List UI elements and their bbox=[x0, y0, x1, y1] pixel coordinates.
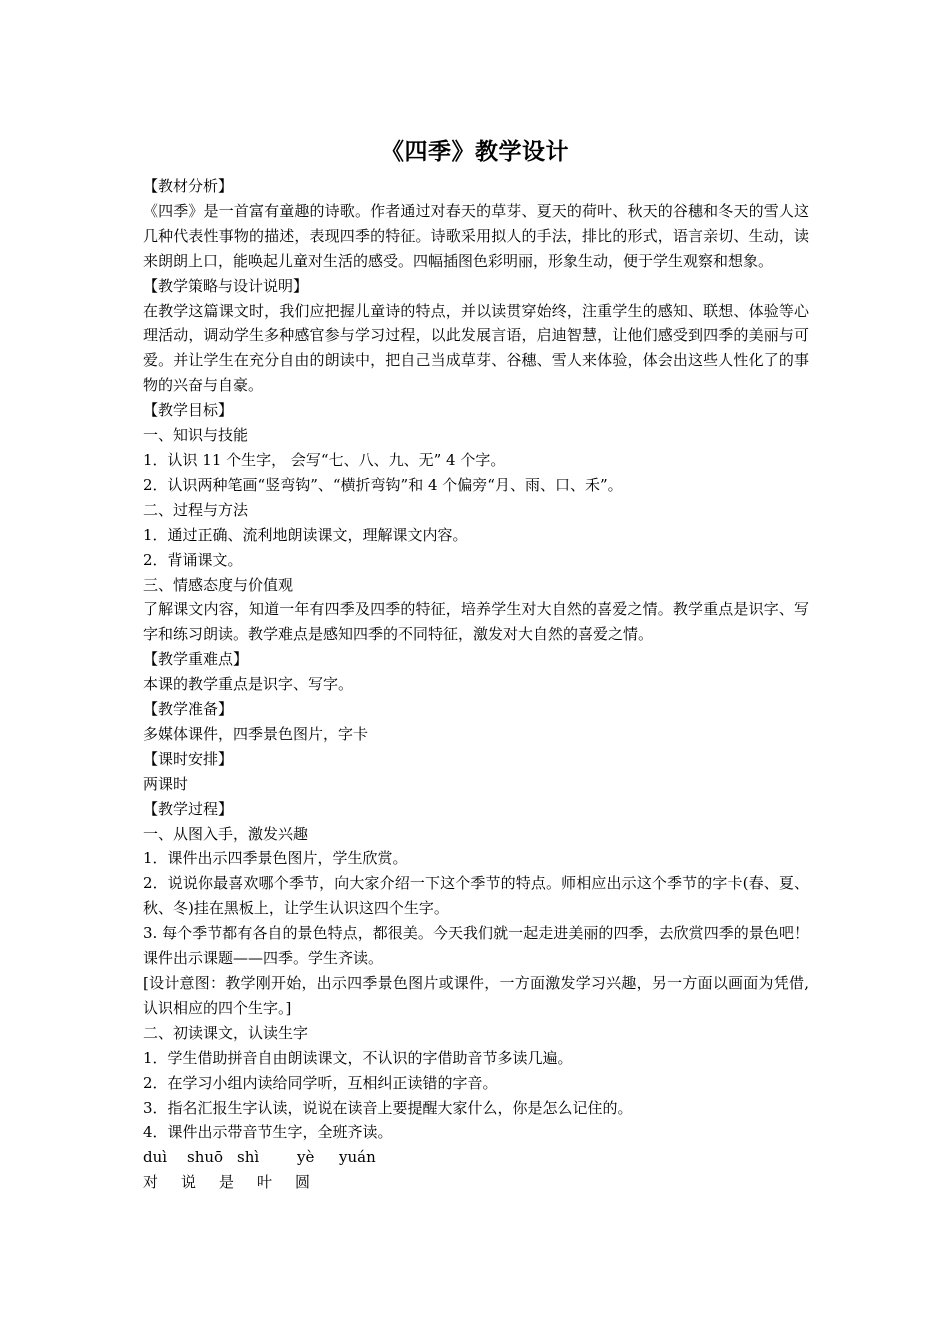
list-item: 4．课件出示带音节生字，全班齐读。 bbox=[143, 1123, 393, 1142]
list-item: 1．课件出示四季景色图片，学生欣赏。 bbox=[143, 849, 408, 868]
pinyin-ye: yè bbox=[297, 1148, 315, 1167]
list-item: 3．指名汇报生字认读，说说在读音上要提醒大家什么，你是怎么记住的。 bbox=[143, 1098, 633, 1117]
pinyin-shi: shì bbox=[237, 1148, 260, 1167]
character-ye: 叶 bbox=[257, 1173, 273, 1192]
list-item: 2．背诵课文。 bbox=[143, 550, 243, 569]
subheading-knowledge-skills: 一、知识与技能 bbox=[143, 426, 249, 445]
pinyin-shuo: shuō bbox=[187, 1148, 224, 1167]
character-shuo: 说 bbox=[181, 1173, 197, 1192]
section-heading-key-points: 【教学重难点】 bbox=[143, 650, 249, 669]
list-item: 2．在学习小组内读给同学听，互相纠正读错的字音。 bbox=[143, 1073, 498, 1092]
paragraph-key-points: 本课的教学重点是识字、写字。 bbox=[143, 675, 354, 694]
character-shi: 是 bbox=[219, 1173, 235, 1192]
design-intent-note: [设计意图：教学刚开始，出示四季景色图片或课件，一方面激发学习兴趣，另一方面以画面为凭借,认识相应的四个生字。] bbox=[143, 974, 809, 1017]
pinyin-dui: duì bbox=[143, 1148, 168, 1167]
pinyin-row bbox=[143, 1145, 809, 1170]
paragraph-preparation: 多媒体课件，四季景色图片，字卡 bbox=[143, 724, 369, 743]
section-heading-preparation: 【教学准备】 bbox=[143, 700, 234, 719]
paragraph-schedule: 两课时 bbox=[143, 774, 189, 793]
list-item: 2．说说你最喜欢哪个季节，向大家介绍一下这个季节的特点。师相应出示这个季节的字卡(春、夏、秋、冬)挂在黑板上，让学生认识这四个生字。 bbox=[143, 874, 809, 918]
section-heading-strategy: 【教学策略与设计说明】 bbox=[143, 276, 309, 295]
subheading-step-two: 二、初读课文，认读生字 bbox=[143, 1023, 309, 1042]
section-heading-objectives: 【教学目标】 bbox=[143, 401, 234, 420]
list-item: 2．认识两种笔画“竖弯钩”、“横折弯钩”和 4 个偏旁“月、雨、口、禾”。 bbox=[143, 475, 623, 494]
section-heading-material-analysis: 【教材分析】 bbox=[143, 177, 234, 195]
paragraph-material-analysis: 《四季》是一首富有童趣的诗歌。作者通过对春天的草芽、夏天的荷叶、秋天的谷穗和冬天的雪人这几种代表性事物的描述，表现四季的特征。诗歌采用拟人的手法，排比的形式，语言亲切、生动，读来朗朗上口，能唤起儿童对生活的感受。四幅插图色彩明丽，形象生动，便于学生观察和想象。 bbox=[143, 201, 809, 270]
list-item: 1．通过正确、流利地朗读课文，理解课文内容。 bbox=[143, 525, 468, 544]
list-item: 1．认识 11 个生字， 会写“七、八、九、无” 4 个字。 bbox=[143, 450, 506, 469]
paragraph-strategy: 在教学这篇课文时，我们应把握儿童诗的特点，并以读贯穿始终，注重学生的感知、联想、体验等心理活动，调动学生多种感官参与学习过程，以此发展言语，启迪智慧，让他们感受到四季的美丽与可爱。并让学生在充分自由的朗读中，把自己当成草芽、谷穗、雪人来体验，体会出这些人性化了的事物的兴奋与自豪。 bbox=[143, 301, 809, 395]
subheading-process-methods: 二、过程与方法 bbox=[143, 500, 249, 519]
document-body bbox=[143, 174, 809, 1195]
section-heading-schedule: 【课时安排】 bbox=[143, 749, 234, 768]
character-yuan: 圆 bbox=[295, 1173, 311, 1192]
list-item: 3. 每个季节都有各自的景色特点，都很美。今天我们就一起走进美丽的四季，去欣赏四季的景色吧！课件出示课题——四季。学生齐读。 bbox=[143, 924, 809, 968]
document-title: 《四季》教学设计 bbox=[381, 139, 569, 165]
pinyin-yuan: yuán bbox=[339, 1148, 376, 1167]
character-row bbox=[143, 1170, 809, 1195]
character-dui: 对 bbox=[143, 1173, 159, 1192]
paragraph-emotion-values: 了解课文内容，知道一年有四季及四季的特征，培养学生对大自然的喜爱之情。教学重点是识字、写字和练习朗读。教学难点是感知四季的不同特征，激发对大自然的喜爱之情。 bbox=[143, 600, 809, 644]
subheading-emotion-values: 三、情感态度与价值观 bbox=[143, 575, 294, 594]
list-item: 1．学生借助拼音自由朗读课文，不认识的字借助音节多读几遍。 bbox=[143, 1048, 573, 1067]
subheading-step-one: 一、从图入手，激发兴趣 bbox=[143, 824, 309, 843]
section-heading-process: 【教学过程】 bbox=[143, 799, 234, 818]
